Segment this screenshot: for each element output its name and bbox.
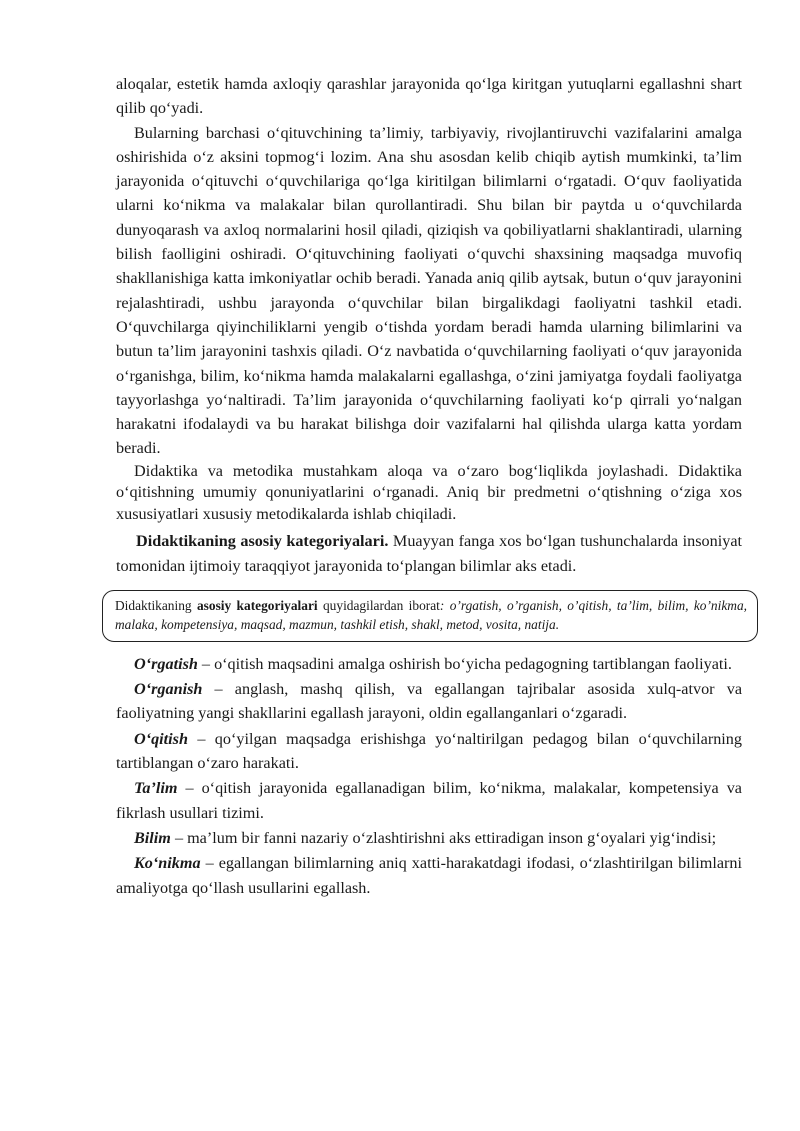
definition-text: – o‘qitish jarayonida egallanadigan bilim, ko‘nikma, malakalar, kompetensiya va fikrlash usullari tizimi. [116,779,742,822]
definition-term: Bilim [134,828,171,847]
definition-text: – egallangan bilimlarning aniq xatti-harakatdagi ifodasi, o‘zlashtirilgan bilimlarni amaliyotga qo‘llash usullarini egallash. [116,854,742,897]
categories-callout-box [102,590,758,642]
definition-text: – qo‘yilgan maqsadga erishishga yo‘naltirilgan pedagog bilan o‘quvchilarning tartiblangan o‘zaro harakati. [116,729,742,773]
categories-intro-text: Muayyan fanga xos bo‘lgan tushunchalarda insoniyat tomonidan ijtimoiy taraqqiyot jarayonida to‘plangan bilimlar aks etadi. [116,532,743,575]
definition-term: Ta’lim [134,779,178,798]
callout-category-list: : o’rgatish, o’rganish, o’qitish, ta’lim, bilim, ko’nikma, malaka, kompetensiya, maqsad, mazmun, tashkil etish, shakl, metod, vosita, natija. [115,597,747,633]
definition-item [116,677,742,726]
callout-bold-term: asosiy kategoriyalari [196,597,318,613]
paragraph-didactics-methodics: Didaktika va metodika mustahkam aloqa va o‘zaro bog‘liqlikda joylashadi. Didaktika o‘qitishning umumiy qonuniyatlarini o‘rganadi. Aniq bir predmetni o‘qtishning o‘ziga xos xususiyatlari xususiy metodikalarda ishlab chiqiladi. [116,461,742,523]
definition-term: O‘rgatish [134,654,198,673]
definition-term: Ko‘nikma [134,854,201,873]
definition-term: O‘rganish [134,680,203,699]
definition-item [116,851,742,900]
callout-middle: quyidagilardan iborat [317,597,440,613]
categories-heading: Didaktikaning asosiy kategoriyalari. [136,532,389,551]
callout-lead: Didaktikaning [115,597,197,613]
definition-item [116,727,742,776]
definition-item [116,826,742,850]
definition-term: O‘qitish [134,729,188,748]
document-page [115,72,747,900]
paragraph-teacher-duties: Bularning barchasi o‘qituvchining ta’limiy, tarbiyaviy, rivojlantiruvchi vazifalarini amalga oshirishida o‘z aksini topmog‘i lozim. Ana shu asosdan kelib chiqib aytish mumkinki, ta’lim jarayonida o‘qituvchi o‘quvchilariga qo‘lga kiritilgan bilimlarni o‘rgatadi. O‘quv faoliyatida ularni ko‘nikma va malakalar bilan qurollantiradi. Shu bilan bir paytda u o‘quvchilarda dunyoqarash va axloq normalarini hosil qiladi, qiziqish va qobiliyatlarni shaklantiradi, ularning bilish faolligini oshiradi. O‘qituvchining faoliyati o‘quvchi shaxsining maqsadga muvofiq shakllanishiga katta imkoniyatlar ochib beradi. Yanada aniq qilib aytsak, butun o‘quv jarayonini rejalashtiradi, ushbu jarayonda o‘quvchilar bilan birgalikdagi faoliyatni tashkil etadi. O‘quvchilarga qiyinchiliklarni yengib o‘tishda yordam beradi hamda ularning bilimlarini va butun ta’lim jarayonini tashxis qiladi. O‘z navbatida o‘quvchilarning faoliyati o‘quv jarayonida o‘rganishga, bilim, ko‘nikma hamda malakalarni egallashga, o‘zini jamiyatga foydali faoliyatga tayyorlashga yo‘naltiradi. Ta’lim jarayonida o‘quvchilarning faoliyati ko‘p qirrali yo‘nalgan harakatni ifodalaydi va bu harakat bilishga doir vazifalarni hal qilishda ularga katta yordam beradi. [116,123,742,458]
definition-text: – ma’lum bir fanni nazariy o‘zlashtirishni aks ettiradigan inson g‘oyalari yig‘indisi; [170,828,717,847]
definition-text: – o‘qitish maqsadini amalga oshirish bo‘yicha pedagogning tartiblangan faoliyati. [197,654,732,673]
definition-text: – anglash, mashq qilish, va egallangan tajribalar asosida xulq-atvor va faoliyatning yangi shakllarini egallash jarayoni, oldin egallanganlari o‘zgaradi. [116,680,742,723]
paragraph-continuation: aloqalar, estetik hamda axloqiy qarashlar jarayonida qo‘lga kiritgan yutuqlarni egallashni shart qilib qo‘yadi. [116,75,742,118]
definition-item [116,652,742,676]
definition-item [116,776,742,825]
categories-paragraph [116,529,742,578]
